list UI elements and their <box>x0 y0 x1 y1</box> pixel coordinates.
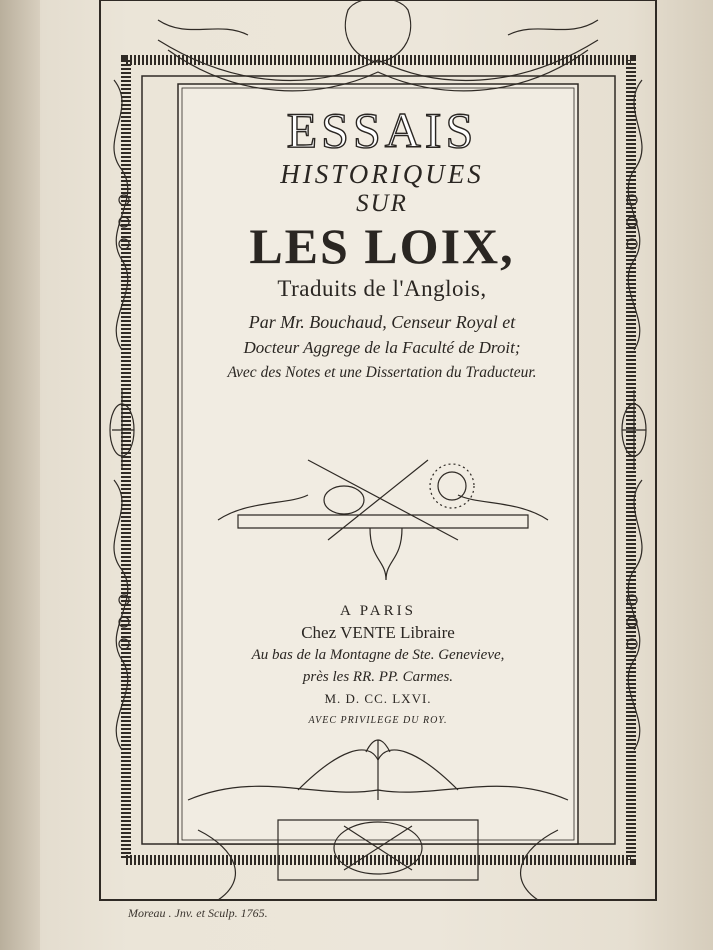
title-text-block <box>186 100 578 385</box>
imprint-block <box>213 600 543 732</box>
engraver-credit: Moreau . Jnv. et Sculp. 1765. <box>128 906 268 920</box>
title-les-loix: LES LOIX, <box>249 218 515 274</box>
title-essais: ESSAIS <box>286 102 478 158</box>
title-historiques: HISTORIQUES <box>280 159 484 189</box>
imprint-publisher: Chez VENTE Libraire <box>301 623 455 642</box>
subtitle-traduits: Traduits de l'Anglois, <box>277 276 487 301</box>
imprint-address1: Au bas de la Montagne de Ste. Genevieve, <box>251 647 505 663</box>
imprint-city: A PARIS <box>340 603 416 619</box>
title-sur: SUR <box>356 190 408 217</box>
imprint-privilege: AVEC PRIVILEGE DU ROY. <box>308 715 448 726</box>
author-line: Par Mr. Bouchaud, Censeur Royal et <box>248 312 516 332</box>
engraved-title-frame <box>98 0 658 905</box>
imprint-year: M. D. CC. LXVI. <box>324 691 432 706</box>
author-degree-line: Docteur Aggrege de la Faculté de Droit; <box>243 338 521 357</box>
imprint-address2: près les RR. PP. Carmes. <box>302 669 454 685</box>
notes-line: Avec des Notes et une Dissertation du Traducteur. <box>227 364 537 381</box>
book-gutter <box>0 0 40 950</box>
